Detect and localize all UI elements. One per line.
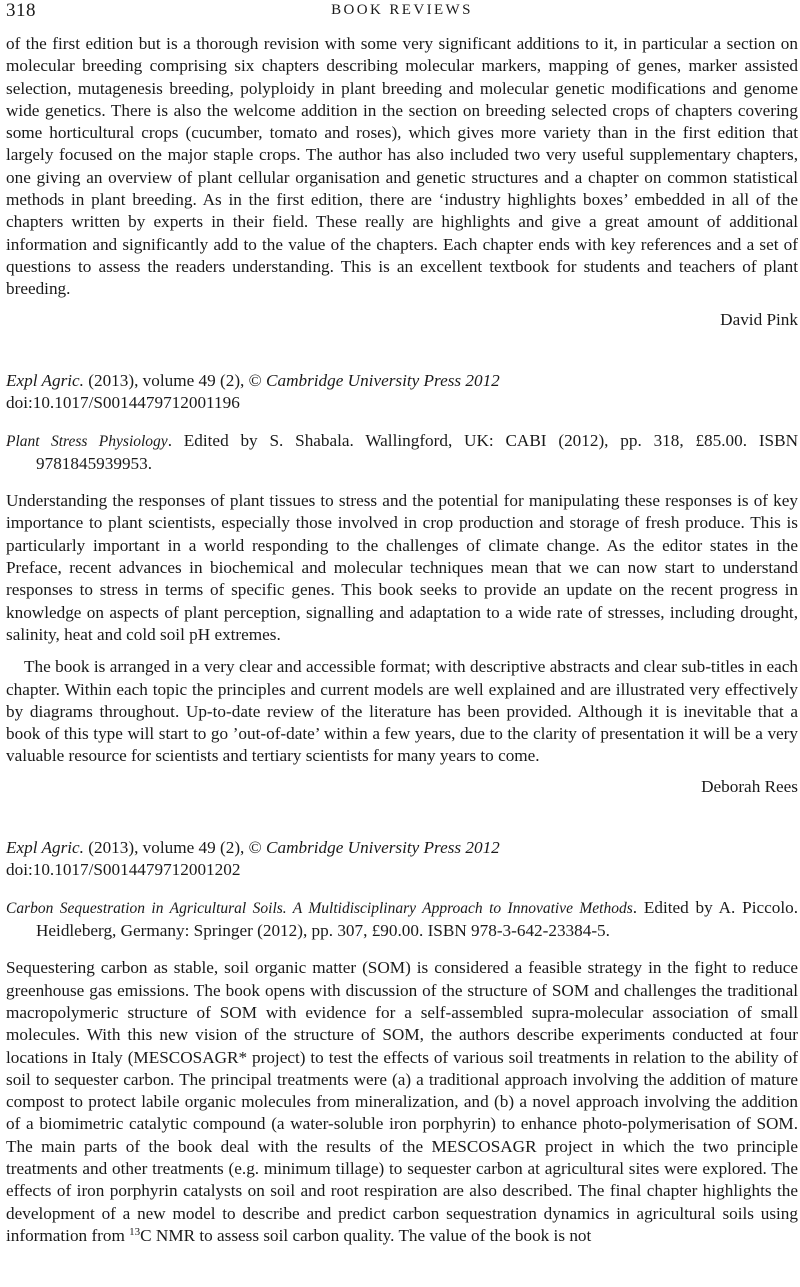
book-details: . Edited by S. Shabala. Wallingford, UK: CABI (2012), pp. 318, £85.00. ISBN 9781845939953. <box>36 430 798 473</box>
journal-volume: (2013), volume 49 (2), © <box>88 837 262 857</box>
page-number: 318 <box>6 0 36 21</box>
paragraph-text: Sequestering carbon as stable, soil organic matter (SOM) is considered a feasible strategy in the fight to reduce greenhouse gas emissions. The book opens with discussion of the structure of SOM and challenges the traditional macropolymeric structure of SOM with evidence for a self-assembled supra-molecular association of small molecules. With this new vision of the structure of SOM, the authors describe experiments conducted at four locations in Italy (MESCOSAGR* project) to test the effects of various soil treatments in relation to the ability of soil to sequester carbon. The principal treatments were (a) a traditional approach involving the addition of mature compost to protect labile organic molecules from mineralization, and (b) a novel approach involving the addition of a biomimetric catalytic compound (a water-soluble iron porphyrin) to enhance photo-polymerisation of SOM. The main parts of the book deal with the results of the MESCOSAGR project in which the two principle treatments and other treatments (e.g. minimum tillage) to sequester carbon at agricultural sites were explored. The effects of iron porphyrin catalysts on soil and root respiration are also described. The final chapter highlights the development of a new model to describe and predict carbon sequestration dynamics in agricultural soils using information from <box>6 958 798 1245</box>
paragraph-text-cont: C NMR to assess soil carbon quality. The value of the book is not <box>140 1225 592 1245</box>
journal-citation <box>6 370 798 393</box>
journal-volume: (2013), volume 49 (2), © <box>88 370 262 390</box>
doi: doi:10.1017/S0014479712001196 <box>6 393 240 413</box>
journal-name: Expl Agric. <box>6 837 84 857</box>
page <box>6 0 798 1247</box>
page-header <box>6 0 798 22</box>
book-title: Carbon Sequestration in Agricultural Soils. A Multidisciplinary Approach to Innovative Methods <box>6 899 633 917</box>
review-paragraph: The book is arranged in a very clear and accessible format; with descriptive abstracts and clear sub-titles in each chapter. Within each topic the principles and current models are well explained and are illustrated very effectively by diagrams throughout. Up-to-date review of the literature has been provided. Although it is inevitable that a book of this type will start to go ’out-of-date’ within a few years, due to the clarity of presentation it will be a very valuable resource for scientists and tertiary scientists for many years to come. <box>6 657 798 766</box>
journal-name: Expl Agric. <box>6 370 84 390</box>
review-paragraph <box>6 957 798 1247</box>
journal-citation <box>6 837 798 860</box>
reviewer-signature: David Pink <box>720 309 798 329</box>
journal-publisher: Cambridge University Press 2012 <box>266 370 500 390</box>
running-head: BOOK REVIEWS <box>331 2 473 18</box>
review-paragraph: Understanding the responses of plant tissues to stress and the potential for manipulating these responses is of key importance to plant scientists, especially those involved in crop production and storage of fresh produce. This is particularly important in a world responding to the challenges of climate change. As the editor states in the Preface, recent advances in biochemical and molecular techniques mean that we can now start to understand responses to stress in terms of specific genes. This book seeks to provide an update on the recent progress in knowledge on aspects of plant perception, signalling and adaptation to a wide rate of stresses, including drought, salinity, heat and cold soil pH extremes. <box>6 491 798 644</box>
book-reference <box>6 430 798 476</box>
doi: doi:10.1017/S0014479712001202 <box>6 860 241 880</box>
book-reference <box>6 897 798 943</box>
superscript-13: 13 <box>129 1225 141 1238</box>
reviewer-signature: Deborah Rees <box>701 776 798 796</box>
journal-publisher: Cambridge University Press 2012 <box>266 837 500 857</box>
book-title: Plant Stress Physiology <box>6 432 168 450</box>
review-continuation-paragraph: of the first edition but is a thorough revision with some very significant additions to it, in particular a section on molecular breeding comprising six chapters describing molecular markers, mapping of genes, marker assisted selection, mutagenesis breeding, polyploidy in plant breeding and molecular genetic modifications and genome wide genetics. There is also the welcome addition in the section on breeding selected crops of chapters covering some horticultural crops (cucumber, tomato and roses), which gives more variety than in the first edition that largely focused on the major staple crops. The author has also included two very useful supplementary chapters, one giving an overview of plant cellular organisation and genetic structures and a chapter on common statistical methods in plant breeding. As in the first edition, there are ‘industry highlights boxes’ embedded in all of the chapters written by experts in their field. These really are highlights and give a great amount of additional information and significantly add to the value of the chapters. Each chapter ends with key references and a set of questions to assess the readers understanding. This is an excellent textbook for students and teachers of plant breeding. <box>6 34 798 299</box>
book-details: . Edited by A. Piccolo. Heidleberg, Germany: Springer (2012), pp. 307, £90.00. ISBN 978-3-642-23384-5. <box>36 897 798 941</box>
